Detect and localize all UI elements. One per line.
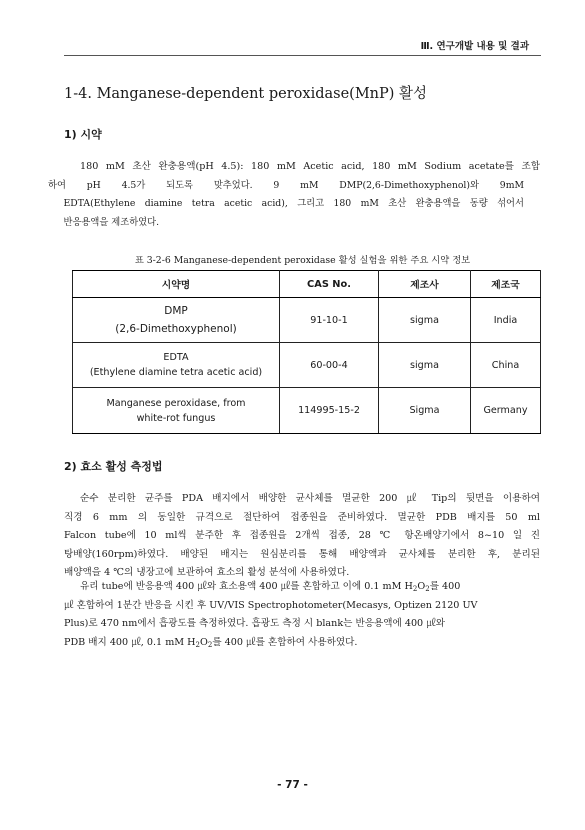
assay-paragraph — [64, 578, 540, 652]
country-cell: Germany — [471, 388, 541, 434]
reagent-name: EDTA — [163, 352, 189, 363]
paragraph-line: 반응용액을 제조하였다. — [63, 216, 160, 228]
text-run: PDB 배지 400 ㎕, 0.1 mM H — [64, 636, 196, 648]
paragraph-line: Plus)로 470 nm에서 흡광도를 측정하였다. 흡광도 측정 시 blank는 반응용액에 400 ㎕와 — [64, 618, 446, 629]
paragraph-line: EDTA(Ethylene diamine tetra acetic acid), 그리고 180 mM 초산 완충용액을 동량 섞어서 — [63, 198, 524, 209]
chapter-header: Ⅲ. 연구개발 내용 및 결과 — [420, 41, 529, 52]
header-rule — [64, 55, 541, 56]
table-row — [73, 343, 541, 388]
text-run: O — [417, 581, 426, 592]
reagent-name-detail: (Ethylene diamine tetra acetic acid) — [89, 367, 263, 378]
subscript: 2 — [195, 640, 200, 649]
cas-cell: 60-00-4 — [280, 343, 379, 388]
reagents-paragraph — [48, 158, 540, 232]
paragraph-line: Falcon tube에 10 ml씩 분주한 후 접종원을 2개씩 접종, 28 ℃ 항온배양기에서 8~10 일 진 — [64, 530, 540, 541]
reagent-name-detail: white-rot fungus — [136, 412, 216, 424]
text-run: 유리 tube에 반응용액 400 ㎕와 효소용액 400 ㎕를 혼합하고 이에 0.1 mM H — [80, 581, 413, 592]
page-number: - 77 - — [277, 779, 308, 791]
reagent-name-cell — [73, 298, 280, 343]
maker-cell: sigma — [379, 298, 471, 343]
column-header-maker: 제조사 — [379, 271, 471, 298]
reagent-name: DMP — [164, 305, 188, 317]
paragraph-line: 180 mM 초산 완충용액(pH 4.5): 180 mM Acetic acid, 180 mM Sodium acetate를 조합 — [80, 161, 540, 172]
subscript: 2 — [412, 585, 418, 593]
table-row — [73, 298, 541, 343]
reagent-name-detail: (2,6-Dimethoxyphenol) — [115, 323, 237, 335]
paragraph-line: 탕배양(160rpm)하였다. 배양된 배지는 원심분리를 통해 배양액과 균사체를 분리한 후, 분리된 — [64, 548, 540, 560]
country-cell: India — [471, 298, 541, 343]
text-run: O — [200, 636, 208, 648]
reagent-name-cell — [73, 388, 280, 434]
text-run: 를 400 — [429, 581, 461, 592]
table-caption: 표 3-2-6 Manganese-dependent peroxidase 활성 실험을 위한 주요 시약 정보 — [134, 255, 471, 266]
paragraph-line: 순수 분리한 균주를 PDA 배지에서 배양한 균사체를 멸균한 200 ㎕ Tip의 뒷면을 이용하여 — [80, 493, 540, 504]
column-header-country: 제조국 — [471, 271, 541, 298]
maker-cell: sigma — [379, 343, 471, 388]
paragraph-line: ㎕ 혼합하여 1분간 반응을 시킨 후 UV/VIS Spectrophotometer(Mecasys, Optizen 2120 UV — [64, 599, 478, 611]
column-header-cas: CAS No. — [280, 271, 379, 298]
reagent-name-cell — [73, 343, 280, 388]
section-title: 1-4. Manganese-dependent peroxidase(MnP) 활성 — [64, 86, 428, 102]
reagent-table — [72, 270, 541, 434]
subsection-assay-heading: 2) 효소 활성 측정법 — [64, 460, 163, 473]
column-header-reagent: 시약명 — [73, 271, 280, 298]
table-row — [73, 388, 541, 434]
country-cell: China — [471, 343, 541, 388]
subscript: 2 — [425, 585, 430, 593]
maker-cell: Sigma — [379, 388, 471, 434]
paragraph-line — [64, 634, 540, 653]
subsection-reagents-heading: 1) 시약 — [64, 128, 102, 141]
cas-cell: 114995-15-2 — [280, 388, 379, 434]
culture-paragraph — [64, 490, 540, 583]
reagent-name: Manganese peroxidase, from — [106, 397, 246, 409]
paragraph-line: 하여 pH 4.5가 되도록 맞추었다. 9 mM DMP(2,6-Dimethoxyphenol)와 9mM — [48, 179, 524, 191]
text-run: 를 400 ㎕를 혼합하여 사용하였다. — [212, 636, 358, 648]
paragraph-line: 배양액을 4 ℃의 냉장고에 보관하여 효소의 활성 분석에 사용하였다. — [64, 567, 350, 578]
table-header-row — [73, 271, 541, 298]
cas-cell: 91-10-1 — [280, 298, 379, 343]
paragraph-line: 직경 6 mm 의 동일한 규격으로 절단하여 접종원을 준비하였다. 멸균한 PDB 배지를 50 ml — [64, 511, 540, 523]
subscript: 2 — [207, 640, 213, 649]
paragraph-line — [64, 578, 540, 597]
